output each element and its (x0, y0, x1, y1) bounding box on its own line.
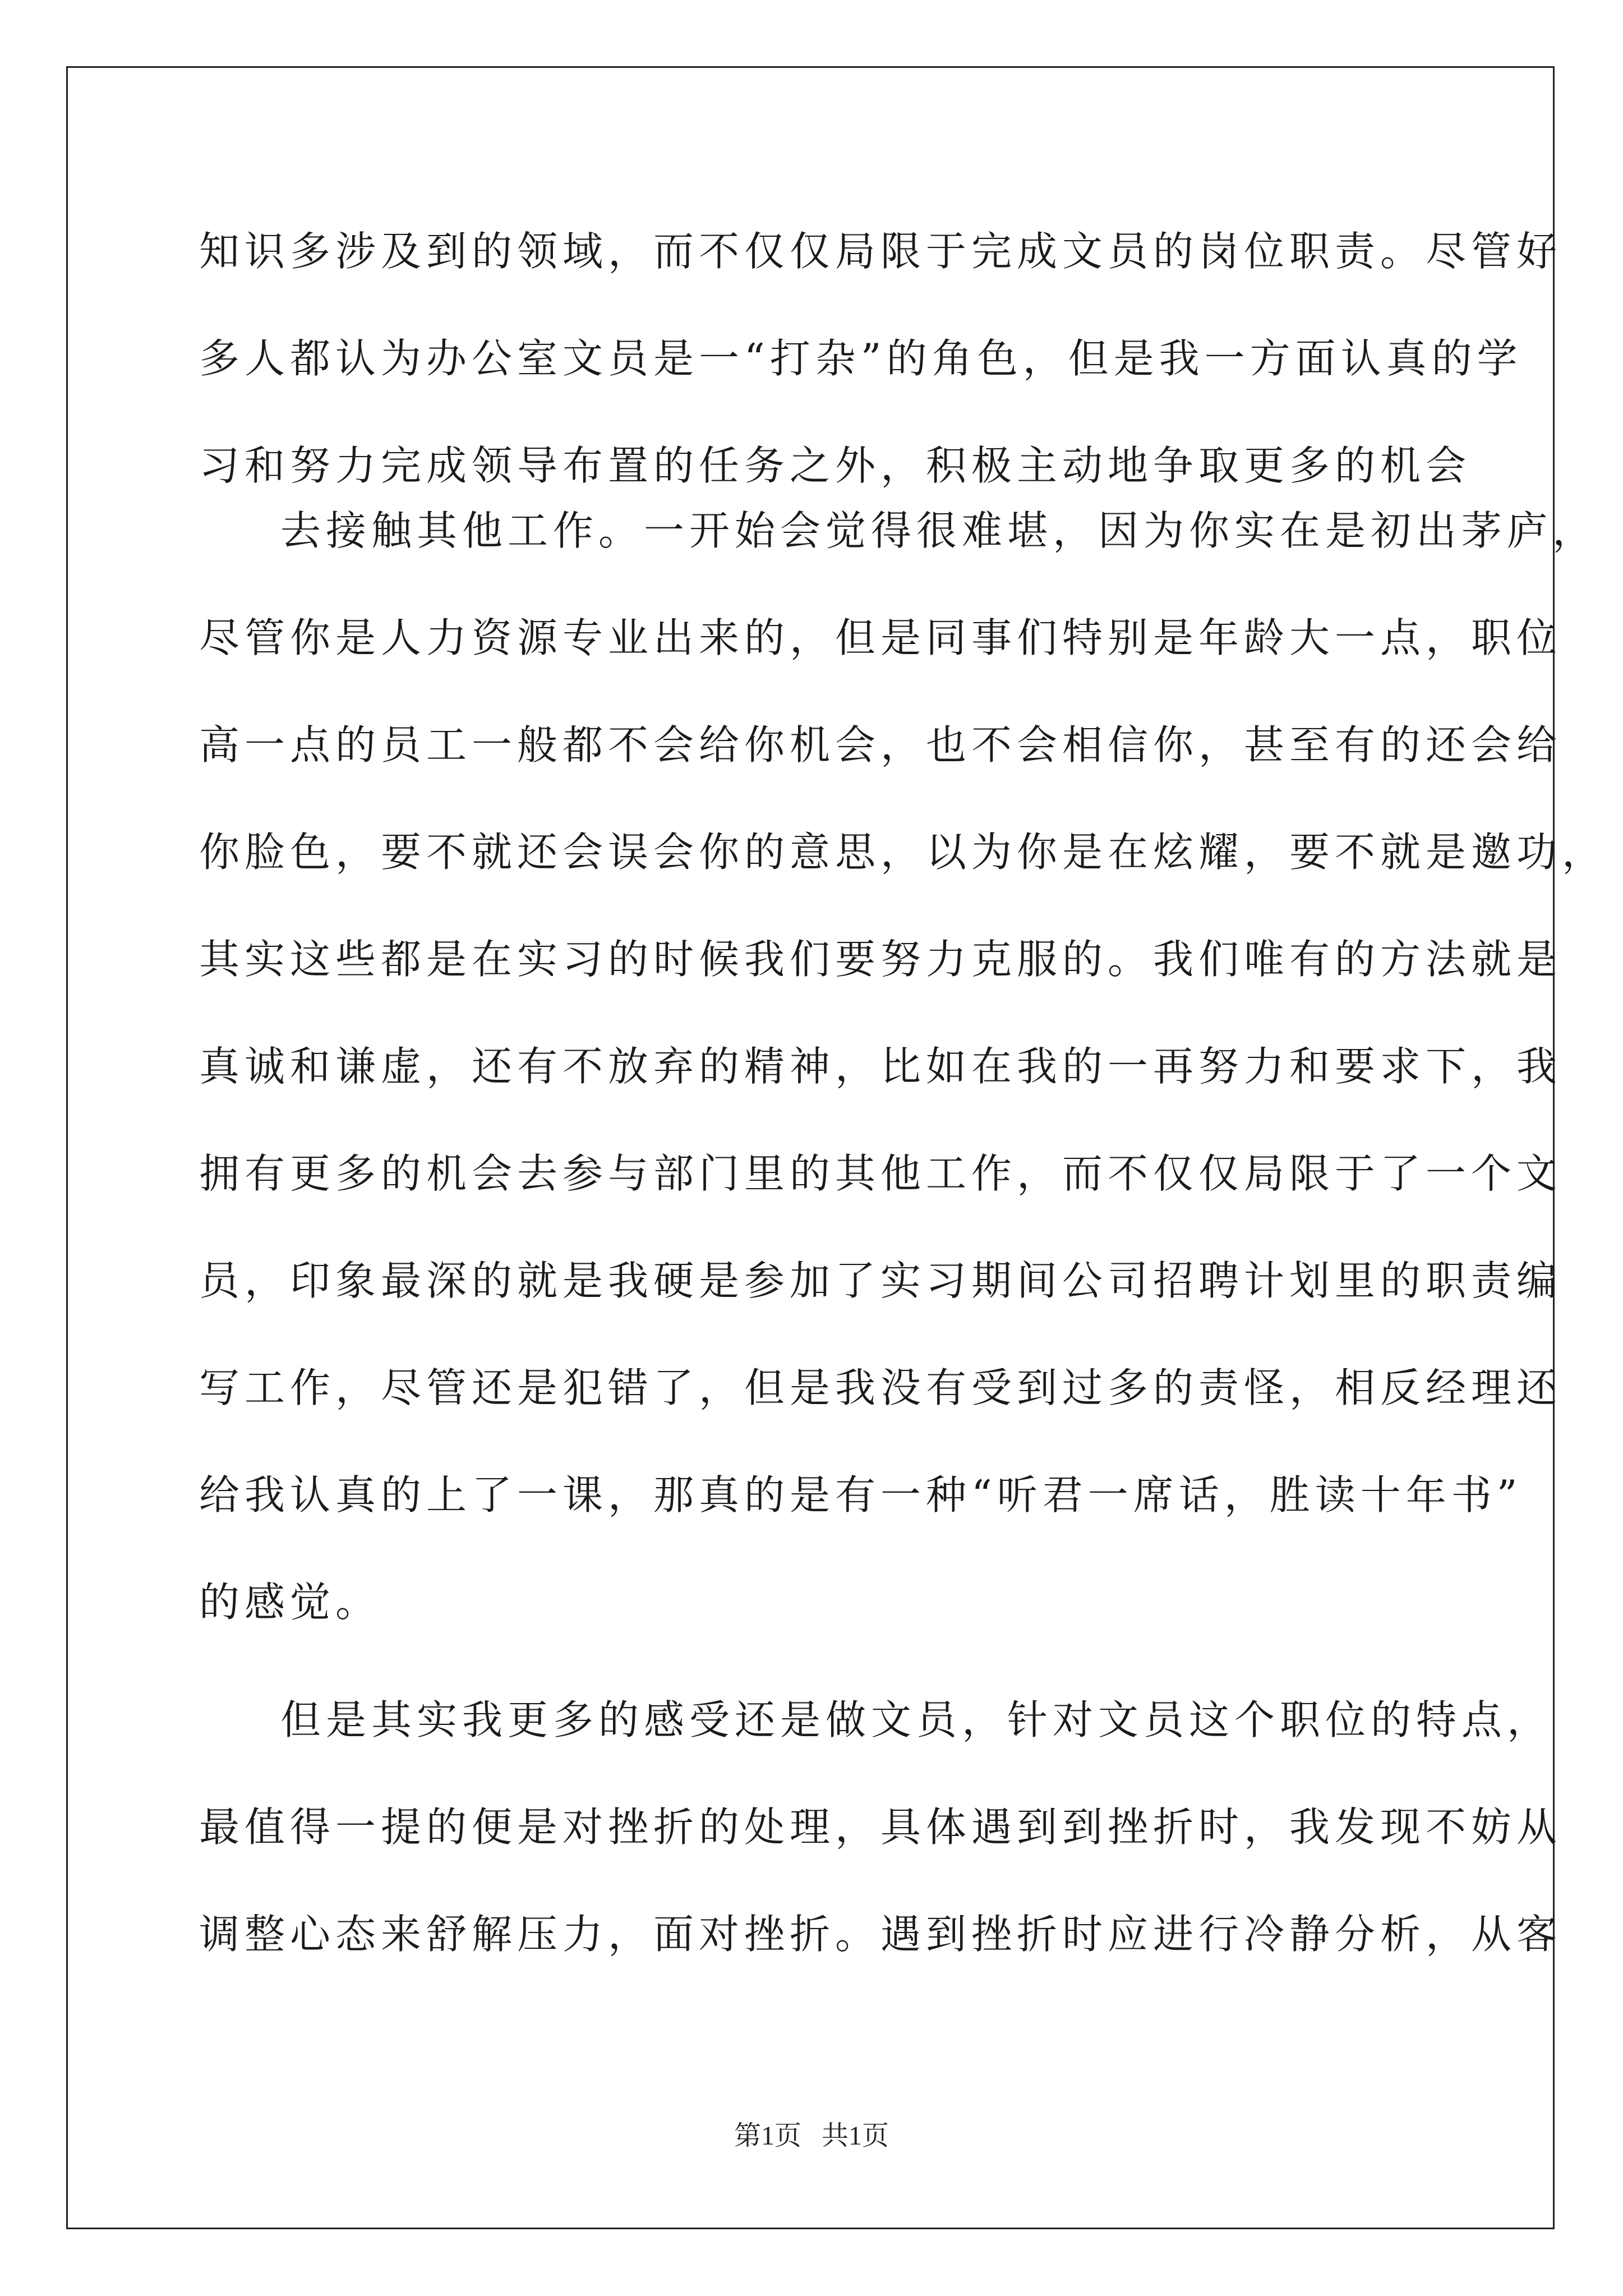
text-line: 多人都认为办公室文员是一“打杂”的角色，但是我一方面认真的学 (199, 335, 1523, 382)
text-line: 调整心态来舒解压力，面对挫折。遇到挫折时应进行冷静分析，从客 (199, 1911, 1562, 1958)
text-line: 知识多涉及到的领域，而不仅仅局限于完成文员的岗位职责。尽管好 (199, 228, 1562, 275)
text-line: 的感觉。 (199, 1579, 381, 1626)
text-line: 高一点的员工一般都不会给你机会，也不会相信你，甚至有的还会给 (199, 721, 1562, 769)
page-total: 共1页 (822, 2121, 889, 2151)
page-number: 第1页 (734, 2121, 801, 2151)
text-line: 员，印象最深的就是我硬是参加了实习期间公司招聘计划里的职责编 (199, 1257, 1562, 1304)
text-line: 其实这些都是在实习的时候我们要努力克服的。我们唯有的方法就是 (199, 936, 1562, 983)
text-line: 给我认真的上了一课，那真的是有一种“听君一席话，胜读十年书” (199, 1471, 1523, 1519)
text-line: 你脸色，要不就还会误会你的意思，以为你是在炫耀，要不就是邀功， (199, 829, 1608, 876)
text-line: 最值得一提的便是对挫折的处理，具体遇到到挫折时，我发现不妨从 (199, 1803, 1562, 1851)
text-line: 拥有更多的机会去参与部门里的其他工作，而不仅仅局限于了一个文 (199, 1150, 1562, 1197)
text-line: 写工作，尽管还是犯错了，但是我没有受到过多的责怪，相反经理还 (199, 1364, 1562, 1411)
text-line: 真诚和谦虚，还有不放弃的精神，比如在我的一再努力和要求下，我 (199, 1043, 1562, 1090)
paragraph-first-line: 去接触其他工作。一开始会觉得很难堪，因为你实在是初出茅庐， (280, 507, 1598, 554)
text-line: 尽管你是人力资源专业出来的，但是同事们特别是年龄大一点，职位 (199, 614, 1562, 661)
text-line: 习和努力完成领导布置的任务之外，积极主动地争取更多的机会 (199, 442, 1472, 489)
paragraph-first-line: 但是其实我更多的感受还是做文员，针对文员这个职位的特点， (280, 1696, 1553, 1743)
page-footer (0, 2119, 1623, 2153)
